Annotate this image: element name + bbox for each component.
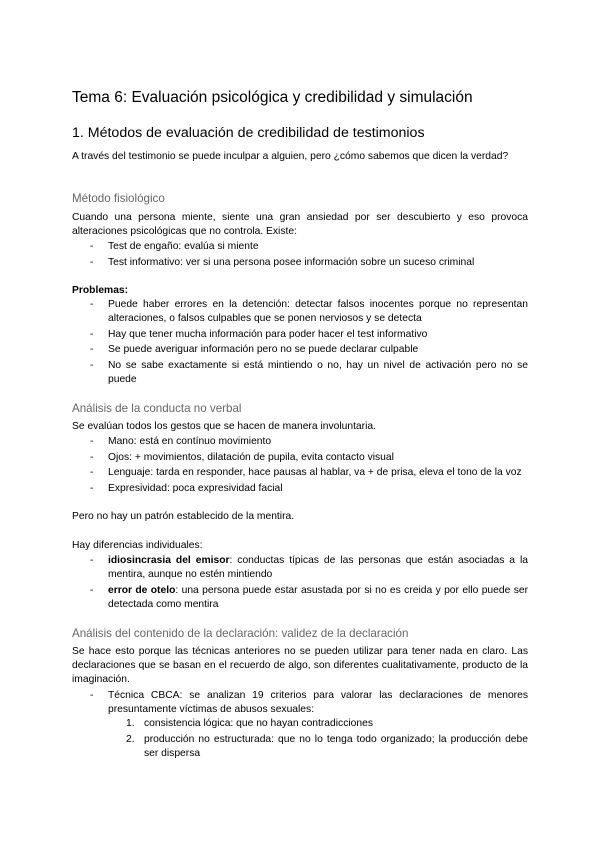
list-item: 2. producción no estructurada: que no lo tenga todo organizado; la producción debe ser dispersa: [126, 733, 528, 759]
list-item: - Test informativo: ver si una persona posee información sobre un suceso criminal: [90, 256, 475, 268]
subheading-fisiologico: Método fisiológico: [72, 192, 165, 205]
no-verbal-intro: Se evalúan todos los gestos que se hacen de manera involuntaria.: [72, 421, 376, 432]
list-item: - Puede haber errores en la detención: detectar falsos inocentes porque no representan alteraciones, o falsos culpables que se ponen nerviosos y se detecta: [90, 299, 528, 324]
list-item: - idiosincrasia del emisor: conductas típicas de las personas que están asociadas a la mentira, aunque no estén mintiendo: [90, 555, 528, 580]
contenido-intro: Se hace esto porque las técnicas anteriores no se pueden utilizar para tener nada en claro. Las declaraciones que se basan en el recuerdo de algo, son diferentes cualitativamente, producto de la imaginación.: [72, 646, 528, 685]
document-title: Tema 6: Evaluación psicológica y credibilidad y simulación: [72, 89, 473, 106]
section-intro: A través del testimonio se puede inculpar a alguien, pero ¿cómo sabemos que dicen la verdad?: [72, 151, 509, 162]
list-item: - error de otelo: una persona puede estar asustada por si no es creida y por ello puede ser detectada como mentira: [90, 584, 529, 610]
problems-label: Problemas:: [72, 285, 129, 296]
fisiologico-list: [72, 240, 528, 271]
list-item: - Lenguaje: tarda en responder, hace pausas al hablar, va + de prisa, eleva el tono de la voz: [90, 467, 522, 478]
criteria-list: [72, 717, 528, 761]
list-item: 1. consistencia lógica: que no hayan contradicciones: [126, 718, 373, 729]
list-item: - Mano: está en contínuo movimiento: [90, 436, 272, 447]
contenido-list: [72, 689, 528, 762]
list-item: - Hay que tener mucha información para poder hacer el test informativo: [90, 328, 428, 340]
term-idiosincrasia: idiosincrasia del emisor: [108, 555, 230, 566]
subheading-no-verbal: Análisis de la conducta no verbal: [72, 402, 242, 415]
list-item: - Se puede averiguar información pero no se puede declarar culpable: [90, 344, 419, 355]
subheading-contenido: Análisis del contenido de la declaración: validez de la declaración: [72, 627, 409, 640]
list-item: - Test de engaño: evalúa si miente: [90, 241, 259, 252]
no-verbal-outro: Pero no hay un patrón establecido de la mentira.: [72, 511, 295, 522]
list-item: - Técnica CBCA: se analizan 19 criterios para valorar las declaraciones de menores presuntamente víctimas de abusos sexuales: 1. consistencia lógica: que no hayan contradicciones 2. producción no estructurada: que no lo tenga todo organizado; la producción debe ser dispersa: [72, 689, 528, 761]
list-item: - Ojos: + movimientos, dilatación de pupila, evita contacto visual: [90, 451, 394, 463]
term-otelo: error de otelo: [108, 584, 176, 596]
list-item: - No se sabe exactamente si está mintiendo o no, hay un nivel de activación pero no se puede: [90, 359, 528, 385]
diff-intro: Hay diferencias individuales:: [72, 540, 203, 551]
fisiologico-intro: Cuando una persona miente, siente una gran ansiedad por ser descubierto y eso provoca alteraciones psicológicas que no controla. Existe:: [72, 212, 528, 237]
section-heading: 1. Métodos de evaluación de credibilidad de testimonios: [72, 125, 425, 141]
no-verbal-list: [72, 435, 528, 497]
diff-list: [72, 554, 528, 613]
problems-list: [72, 298, 528, 388]
list-item: - Expresividad: poca expresividad facial: [90, 482, 283, 494]
